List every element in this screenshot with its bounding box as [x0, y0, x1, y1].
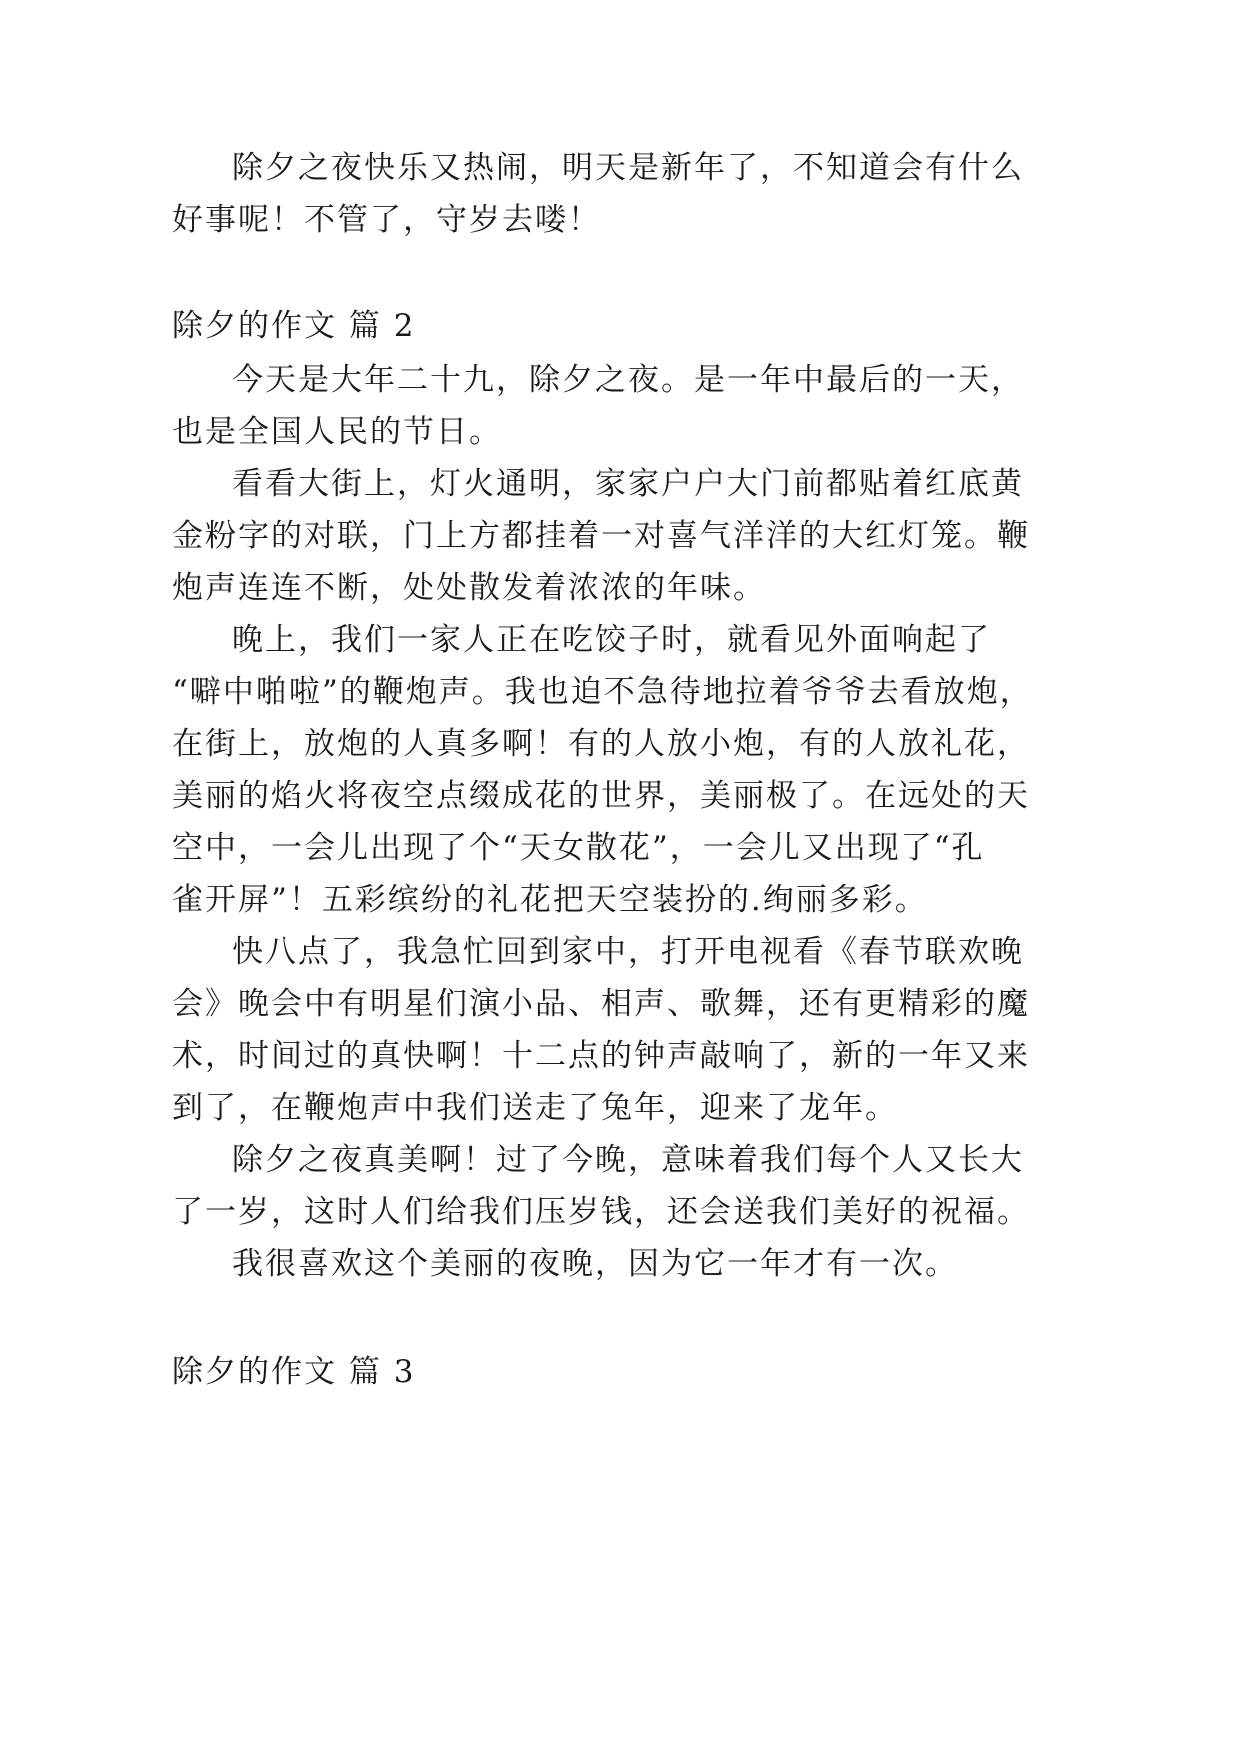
paragraph-line: 快八点了，我急忙回到家中，打开电视看《春节联欢晚 [232, 934, 1024, 970]
paragraph-line: 除夕之夜快乐又热闹，明天是新年了，不知道会有什么 [232, 150, 1024, 186]
paragraph-line: 金粉字的对联，门上方都挂着一对喜气洋洋的大红灯笼。鞭 [172, 518, 1030, 554]
paragraph-line: 也是全国人民的节日。 [172, 414, 502, 450]
paragraph-line: 了一岁，这时人们给我们压岁钱，还会送我们美好的祝福。 [172, 1194, 1030, 1230]
paragraph-line: 除夕之夜真美啊！过了今晚，意味着我们每个人又长大 [232, 1142, 1024, 1178]
paragraph-line: 我很喜欢这个美丽的夜晚，因为它一年才有一次。 [232, 1246, 958, 1282]
paragraph-line: “噼中啪啦”的鞭炮声。我也迫不急待地拉着爷爷去看放炮， [172, 674, 1033, 710]
section-heading: 除夕的作文 篇 3 [172, 1354, 416, 1390]
paragraph-line: 术，时间过的真快啊！十二点的钟声敲响了，新的一年又来 [172, 1038, 1030, 1074]
paragraph-line: 雀开屏”！五彩缤纷的礼花把天空装扮的.绚丽多彩。 [172, 882, 928, 918]
paragraph-line: 炮声连连不断，处处散发着浓浓的年味。 [172, 570, 766, 606]
paragraph-line: 在街上，放炮的人真多啊！有的人放小炮，有的人放礼花， [172, 726, 1030, 762]
section-heading: 除夕的作文 篇 2 [172, 308, 416, 344]
paragraph-line: 美丽的焰火将夜空点缀成花的世界，美丽极了。在远处的天 [172, 778, 1030, 814]
paragraph-line: 会》晚会中有明星们演小品、相声、歌舞，还有更精彩的魔 [172, 986, 1030, 1022]
paragraph-line: 好事呢！不管了，守岁去喽！ [172, 202, 601, 238]
paragraph-line: 看看大街上，灯火通明，家家户户大门前都贴着红底黄 [232, 466, 1024, 502]
paragraph-line: 今天是大年二十九，除夕之夜。是一年中最后的一天， [232, 362, 1024, 398]
paragraph-line: 空中，一会儿出现了个“天女散花”，一会儿又出现了“孔 [172, 830, 985, 866]
paragraph-line: 晚上，我们一家人正在吃饺子时，就看见外面响起了 [232, 622, 991, 658]
paragraph-line: 到了，在鞭炮声中我们送走了兔年，迎来了龙年。 [172, 1090, 898, 1126]
